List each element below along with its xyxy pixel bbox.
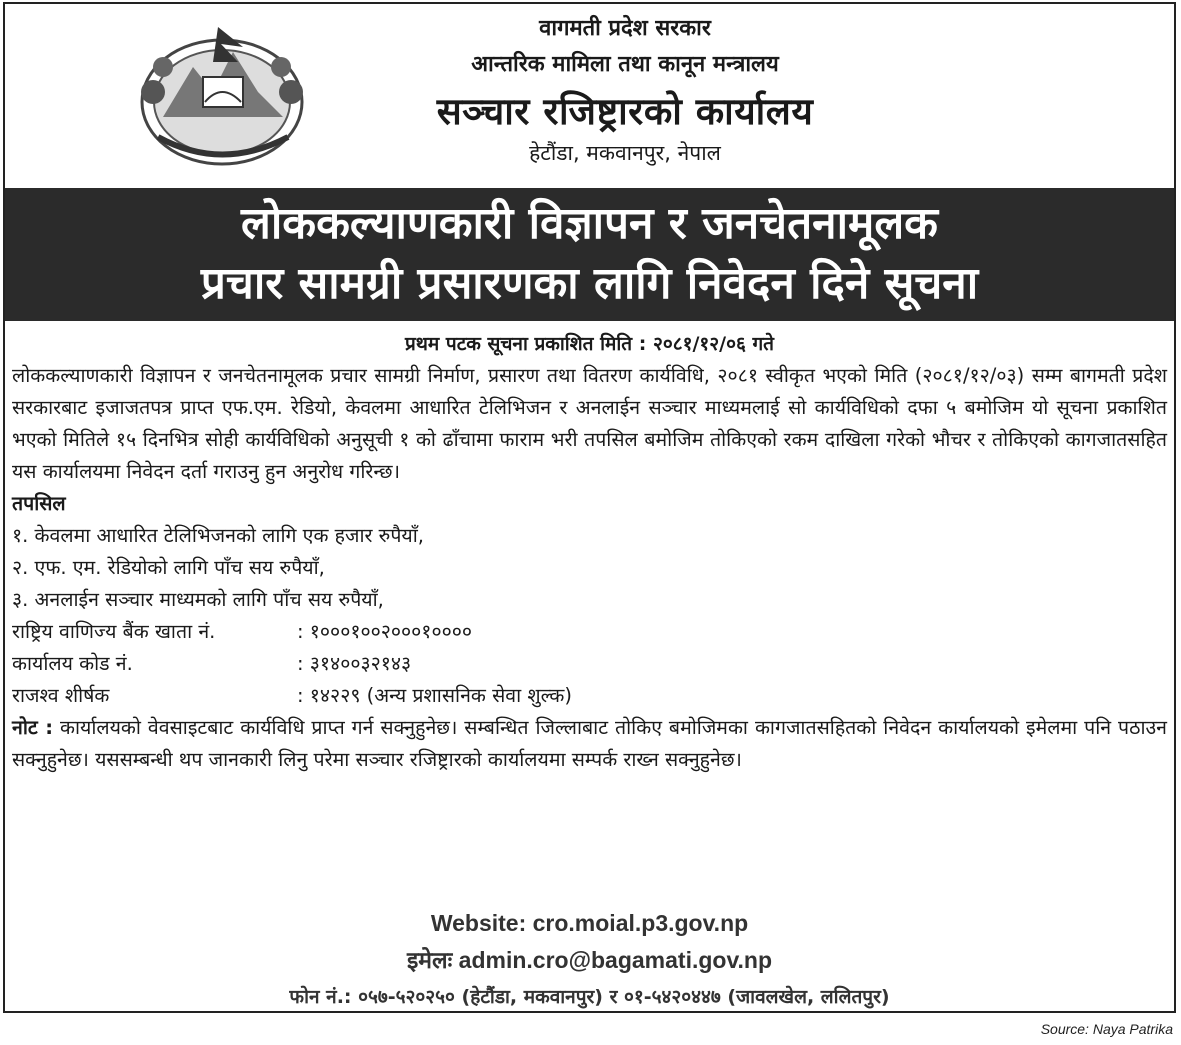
published-date: प्रथम पटक सूचना प्रकाशित मिति : २०८१/१२/०६ गते bbox=[404, 333, 775, 355]
header bbox=[5, 4, 1174, 187]
schedule-item: ३. अनलाईन सञ्चार माध्यमको लागि पाँच सय रुपैयाँ, bbox=[12, 588, 384, 611]
office-name: सञ्चार रजिष्ट्रारको कार्यालय bbox=[436, 90, 814, 133]
schedule-item: २. एफ. एम. रेडियोको लागि पाँच सय रुपैयाँ, bbox=[12, 556, 325, 579]
revenue-row bbox=[12, 680, 1167, 712]
source-credit: Source: Naya Patrika bbox=[1040, 1021, 1173, 1037]
revenue-label: राजश्व शीर्षक bbox=[12, 684, 110, 707]
schedule-item: १. केवलमा आधारित टेलिभिजनको लागि एक हजार रुपैयाँ, bbox=[12, 524, 424, 547]
email-link[interactable]: admin.cro@bagamati.gov.np bbox=[458, 947, 773, 973]
notice-paragraph: लोककल्याणकारी विज्ञापन र जनचेतनामूलक प्रचार सामग्री निर्माण, प्रसारण तथा वितरण कार्यविधि, २०८१ स्वीकृत भएको मिति (२०८१/१२/०३) सम्म बागमती प्रदेश सरकारबाट इजाजतपत्र प्राप्त एफ.एम. रेडियो, केवलमा आधारित टेलिभिजन र अनलाईन सञ्चार माध्यमलाई सो कार्यविधिको दफा ५ बमोजिम यो सूचना प्रकाशित भएको मितिले १५ दिनभित्र सोही कार्यविधिको अनुसूची १ को ढाँचामा फाराम भरी तपसिल बमोजिम तोकिएको रकम दाखिला गरेको भौचर र तोकिएको कागजातसहित यस कार्यालयमा निवेदन दर्ता गराउनु हुन अनुरोध गरिन्छ। bbox=[12, 364, 1167, 483]
note bbox=[12, 712, 1167, 776]
office-code-value: : ३१४००३२१४३ bbox=[297, 652, 412, 675]
website-link[interactable]: Website: cro.moial.p3.gov.np bbox=[430, 910, 749, 936]
note-text: कार्यालयको वेवसाइटबाट कार्यविधि प्राप्त गर्न सक्नुहुनेछ। सम्बन्धित जिल्लाबाट तोकिए बमोजिमका कागजातसहितको निवेदन कार्यालयको इमेलमा पनि पठाउन सक्नुहुनेछ। यससम्बन्धी थप जानकारी लिनु परेमा सञ्चार रजिष्ट्रारको कार्यालयमा सम्पर्क राख्न सक्नुहुनेछ। bbox=[12, 716, 1167, 771]
revenue-value: : १४२२९ (अन्य प्रशासनिक सेवा शुल्क) bbox=[297, 684, 572, 707]
nepal-emblem-icon bbox=[133, 22, 311, 172]
bank-label: राष्ट्रिय वाणिज्य बैंक खाता नं. bbox=[12, 620, 216, 643]
bank-value: : १०००१००२०००१०००० bbox=[297, 620, 473, 643]
email-line bbox=[5, 943, 1174, 975]
government-name: वागमती प्रदेश सरकार bbox=[539, 16, 711, 41]
header-text bbox=[305, 4, 945, 167]
office-address: हेटौंडा, मकवानपुर, नेपाल bbox=[529, 141, 721, 165]
notice-frame bbox=[3, 2, 1176, 1013]
office-code-label: कार्यालय कोड नं. bbox=[12, 652, 133, 675]
email-label: इमेलः bbox=[406, 947, 453, 973]
notice-body bbox=[12, 360, 1167, 776]
ministry-name: आन्तरिक मामिला तथा कानून मन्त्रालय bbox=[471, 52, 779, 77]
note-label: नोट : bbox=[12, 716, 54, 739]
banner-line-2: प्रचार सामग्री प्रसारणका लागि निवेदन दिने सूचना bbox=[200, 258, 979, 309]
title-banner bbox=[5, 188, 1174, 321]
office-code-row bbox=[12, 648, 1167, 680]
bank-account-row bbox=[12, 616, 1167, 648]
contact-block bbox=[5, 910, 1174, 1009]
phone-line: फोन नं.: ०५७-५२०२५० (हेटौंडा, मकवानपुर) र ०१-५४२०४४७ (जावलखेल, ललितपुर) bbox=[289, 986, 890, 1008]
schedule-title: तपसिल bbox=[12, 492, 66, 515]
banner-line-1: लोककल्याणकारी विज्ञापन र जनचेतनामूलक bbox=[241, 198, 938, 249]
